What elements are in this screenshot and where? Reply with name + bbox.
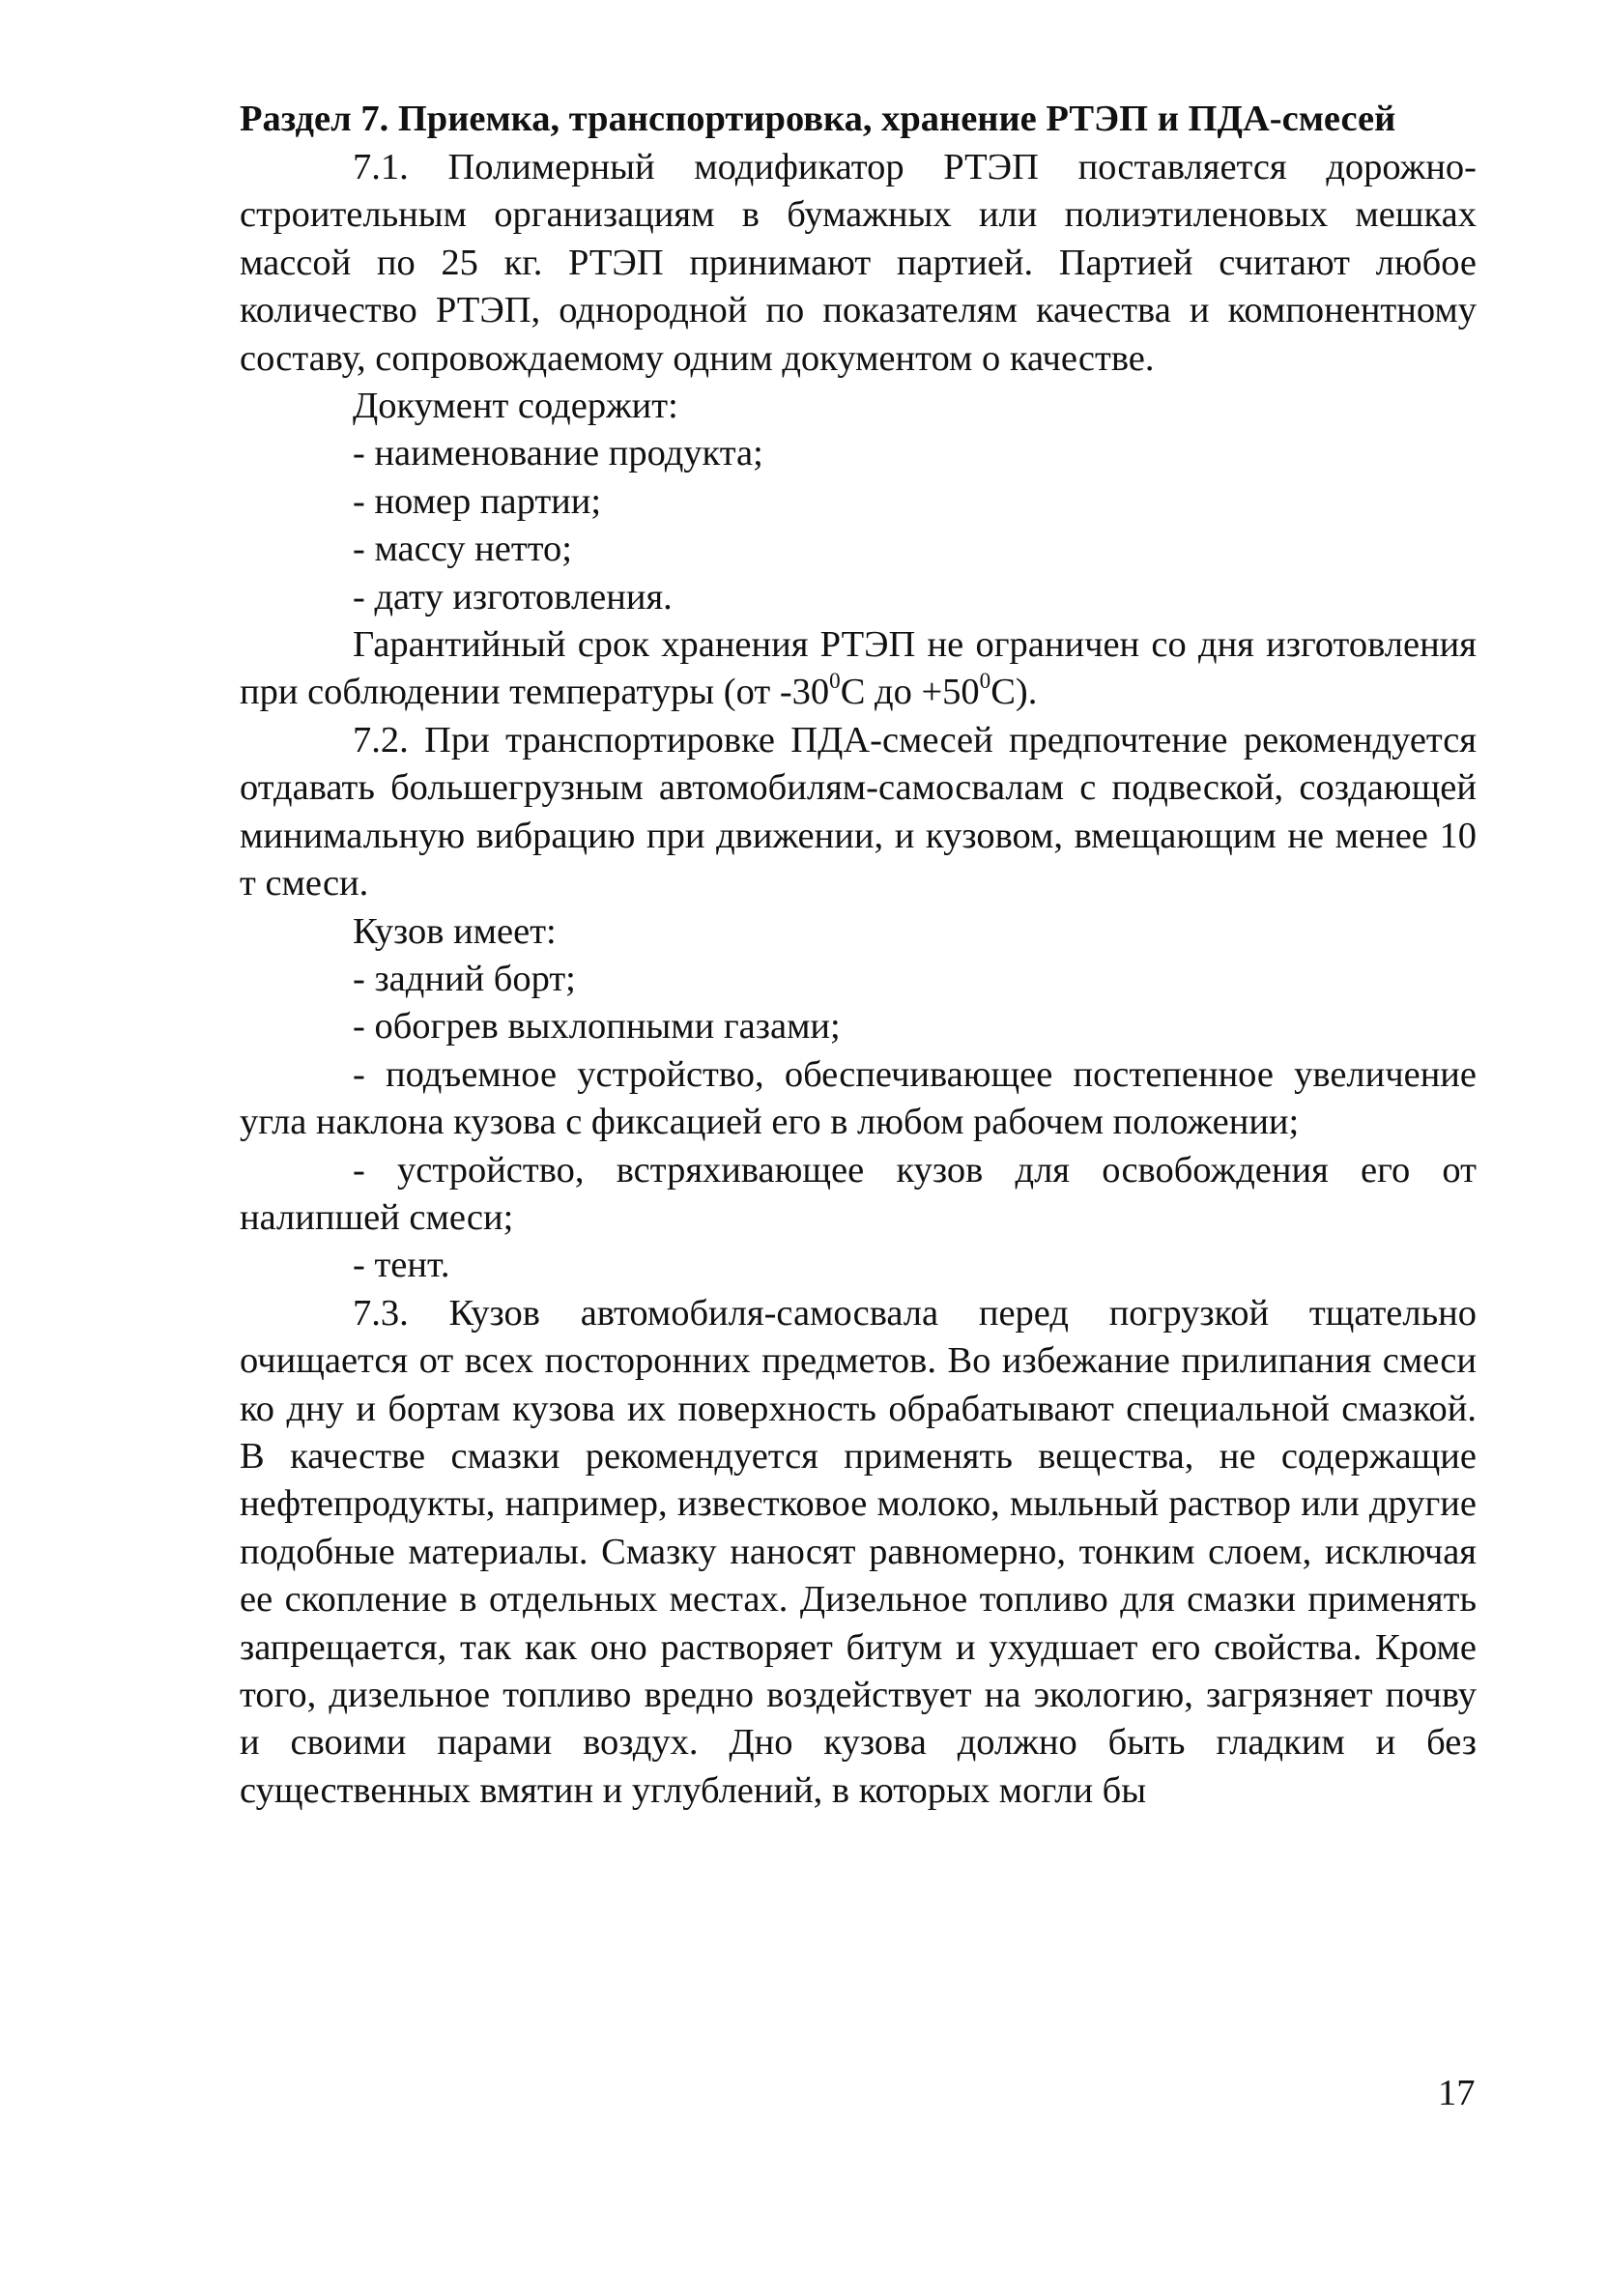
warranty-text-start: Гарантийный срок хранения РТЭП не ограничен со дня изготовления при соблюдении температуры (от -30 <box>240 624 1477 713</box>
document-item: - наименование продукта; <box>353 433 763 474</box>
body-item: - подъемное устройство, обеспечивающее постепенное увеличение угла наклона кузова с фиксацией его в любом рабочем положении; <box>240 1053 1477 1143</box>
warranty-paragraph <box>240 621 1477 717</box>
body-item: - устройство, встряхивающее кузов для освобождения его от налипшей смеси; <box>240 1149 1477 1238</box>
paragraph-7-3: 7.3. Кузов автомобиля-самосвала перед погрузкой тщательно очищается от всех посторонних предметов. Во избежание прилипания смеси ко дну и бортам кузова их поверхность обрабатывают специальной смазкой. В качестве смазки рекомендуется применять вещества, не содержащие нефтепродукты, например, известковое молоко, мыльный раствор или другие подобные материалы. Смазку наносят равномерно, тонким слоем, исключая ее скопление в отдельных местах. Дизельное топливо для смазки применять запрещается, так как оно растворяет битум и ухудшает его свойства. Кроме того, дизельное топливо вредно воздействует на экологию, загрязняет почву и своими парами воздух. Дно кузова должно быть гладким и без существенных вмятин и углублений, в которых могли бы <box>240 1292 1477 1811</box>
warranty-text-middle: С до +50 <box>840 672 980 713</box>
body-item: - обогрев выхлопными газами; <box>353 1006 841 1048</box>
degree-superscript: 0 <box>829 668 841 694</box>
paragraph-7-1: 7.1. Полимерный модификатор РТЭП поставляется дорожно-строительным организациям в бумажных или полиэтиленовых мешках массой по 25 кг. РТЭП принимают партией. Партией считают любое количество РТЭП, однородной по показателям качества и компонентному составу, сопровождаемому одним документом о качестве. <box>240 147 1477 379</box>
body-item: - тент. <box>353 1245 450 1286</box>
body-item: - задний борт; <box>353 958 576 999</box>
warranty-text-end: С). <box>990 672 1038 713</box>
document-contains-label: Документ содержит: <box>353 386 678 427</box>
page-number: 17 <box>1438 2073 1476 2113</box>
paragraph-7-2: 7.2. При транспортировке ПДА-смесей предпочтение рекомендуется отдавать большегрузным автомобилям-самосвалам с подвеской, создающей минимальную вибрацию при движении, и кузовом, вмещающим не менее 10 т смеси. <box>240 719 1477 904</box>
document-item: - дату изготовления. <box>353 576 673 617</box>
degree-superscript: 0 <box>979 668 991 694</box>
section-title: Раздел 7. Приемка, транспортировка, хранение РТЭП и ПДА-смесей <box>240 99 1396 139</box>
document-page <box>240 97 1477 1815</box>
document-item: - массу нетто; <box>353 529 572 570</box>
document-item: - номер партии; <box>353 480 602 522</box>
body-has-label: Кузов имеет: <box>353 910 557 952</box>
